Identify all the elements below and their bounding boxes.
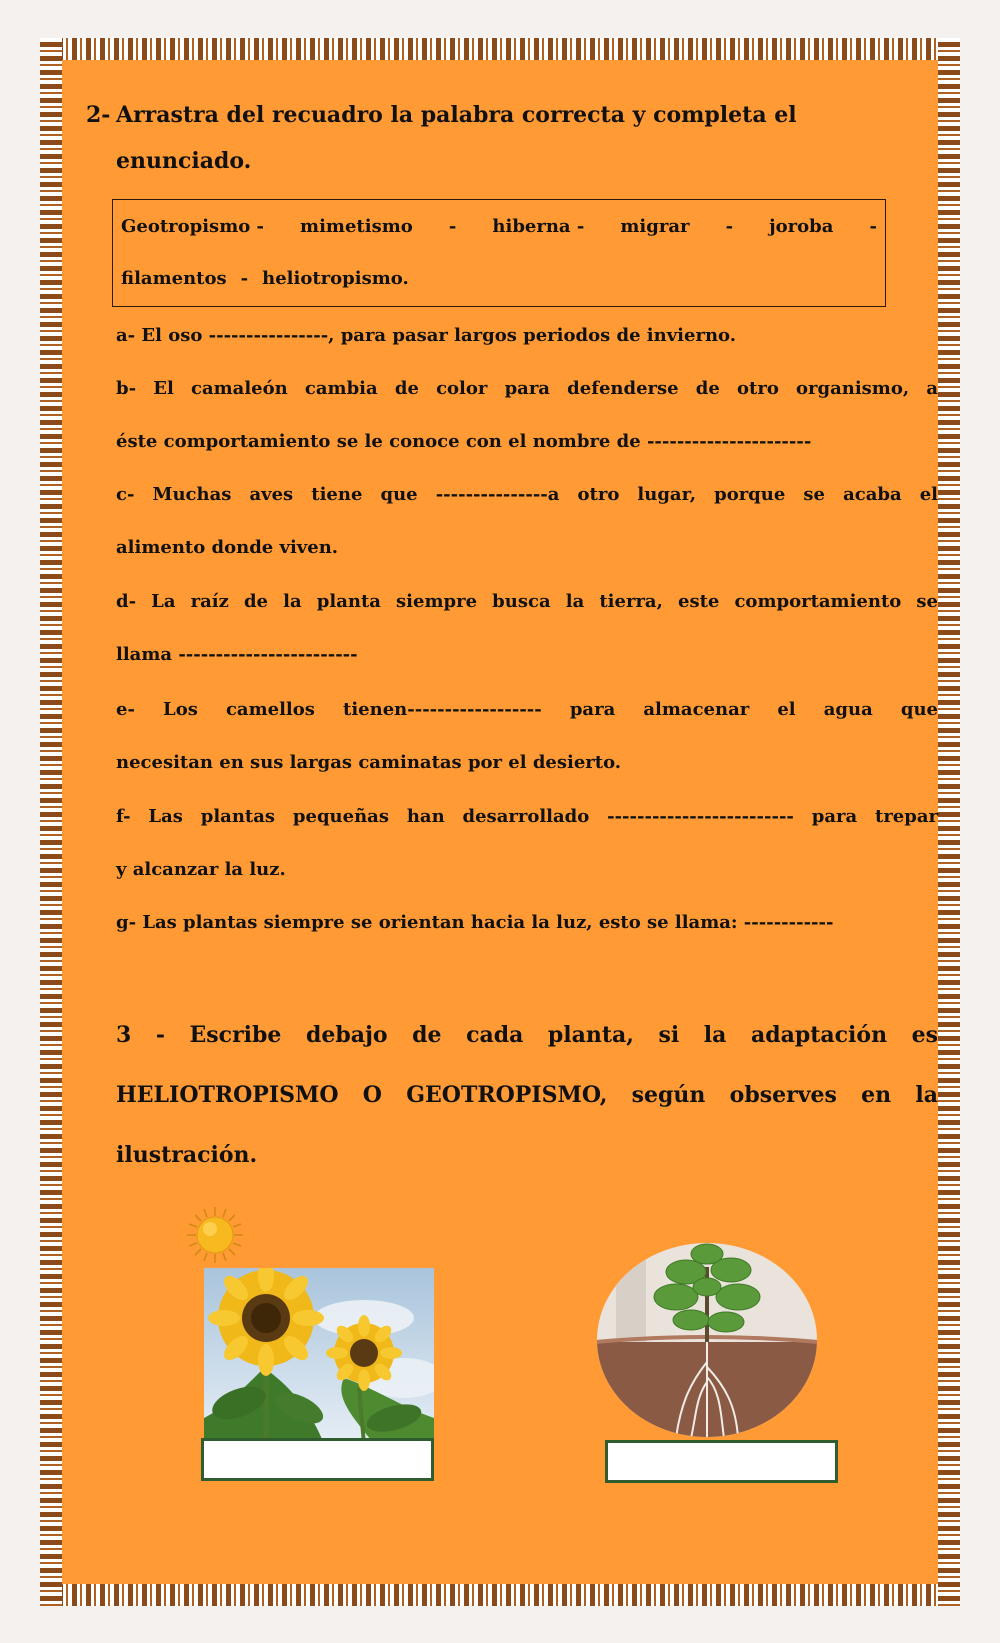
answer-box-left[interactable] [201,1438,434,1481]
decorative-border-right [938,38,960,1606]
word-bank-separator: - [869,215,877,237]
question-2-instruction: Arrastra del recuadro la palabra correcta y completa el enunciado. [116,102,797,174]
decorative-border-top [40,38,960,60]
sentence-line: g- Las plantas siempre se orientan hacia la luz, esto se llama: ------------ [116,912,834,933]
word-bank-item[interactable]: heliotropismo. [262,267,409,289]
question-3-line: 3 - Escribe debajo de cada planta, si la adaptación es [116,1022,938,1048]
sentence-line: f- Las plantas pequeñas han desarrollado ------------------------- para trepar [116,806,938,827]
sentence-line: b- El camaleón cambia de color para defenderse de otro organismo, a [116,378,938,399]
sentence-e [116,683,938,789]
sentence-line: necesitan en sus largas caminatas por el desierto. [116,752,622,773]
question-2-heading [86,92,866,184]
sentence-line: éste comportamiento se le conoce con el nombre de ---------------------- [116,431,812,452]
sentence-a [116,309,938,362]
sentence-line: a- El oso ----------------, para pasar largos periodos de invierno. [116,325,736,346]
question-2-number: 2- [86,102,111,128]
sentence-c [116,468,938,574]
word-bank-item[interactable]: mimetismo [300,215,413,237]
plant-roots-image [596,1242,818,1438]
sentence-line: alimento donde viven. [116,537,339,558]
sentence-b [116,362,938,468]
sentence-line: llama ------------------------ [116,644,358,665]
word-bank [112,199,886,307]
word-bank-item[interactable]: filamentos [121,267,227,289]
decorative-border-left [40,38,62,1606]
sentence-line: e- Los camellos tienen------------------ para almacenar el agua que [116,699,938,720]
word-bank-separator: - [448,215,457,237]
sentence-f [116,790,938,896]
word-bank-separator: - [725,215,734,237]
sentence-line: y alcanzar la luz. [116,859,286,880]
question-3-instruction [116,1005,938,1185]
question-3-line: ilustración. [116,1142,258,1168]
sentence-d [116,575,938,681]
word-bank-item[interactable]: migrar [620,215,690,237]
sentence-line: c- Muchas aves tiene que ---------------a otro lugar, porque se acaba el [116,484,938,505]
sunflowers-image [204,1268,434,1444]
question-3-line: HELIOTROPISMO O GEOTROPISMO, según observes en la [116,1082,938,1108]
word-bank-item[interactable]: hiberna - [492,215,585,237]
decorative-border-bottom [40,1584,960,1606]
sentence-line: d- La raíz de la planta siempre busca la tierra, este comportamiento se [116,591,938,612]
word-bank-item[interactable]: joroba [769,215,834,237]
word-bank-item[interactable]: Geotropismo - [121,215,264,237]
answer-box-right[interactable] [605,1440,838,1483]
sentence-g [116,896,938,949]
word-bank-separator: - [240,267,249,289]
sun-icon [186,1206,244,1264]
